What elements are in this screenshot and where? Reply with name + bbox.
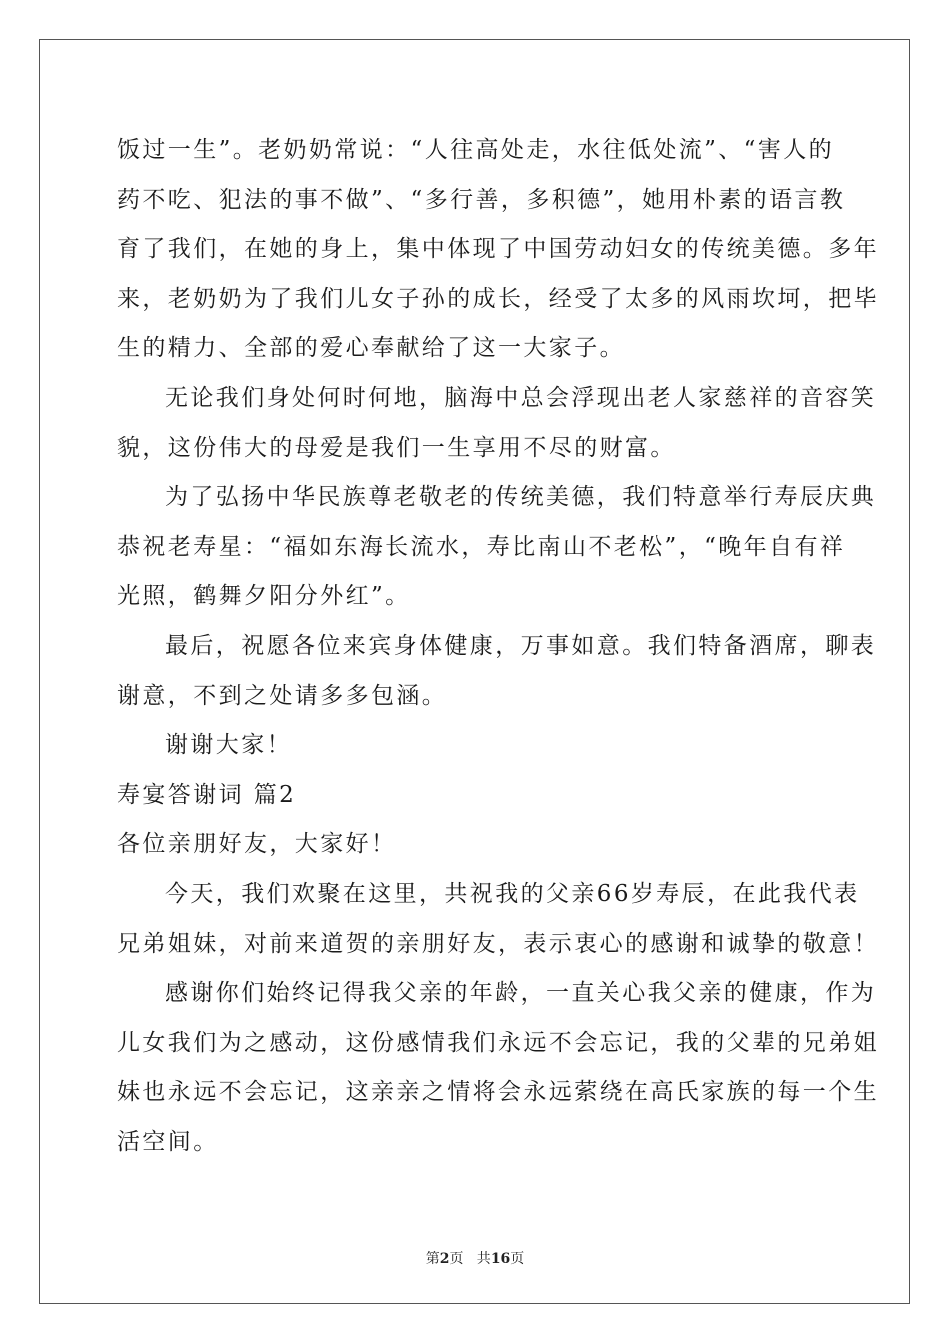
text-line: 光照，鹤舞夕阳分外红”。 [117, 583, 411, 610]
paragraph-start-line: 最后，祝愿各位来宾身体健康，万事如意。我们特备酒席，聊表 [165, 632, 877, 659]
text-line: 活空间。 [117, 1128, 219, 1155]
text-line: 儿女我们为之感动，这份感情我们永远不会忘记，我的父辈的兄弟姐 [117, 1029, 879, 1056]
text-line: 恭祝老寿星：“福如东海长流水，寿比南山不老松”，“晚年自有祥 [117, 533, 846, 560]
total-page-count: 16 [490, 1251, 511, 1267]
text-line: 来，老奶奶为了我们儿女子孙的成长，经受了太多的风雨坎坷，把毕 [117, 285, 879, 312]
text-line: 谢意，不到之处请多多包涵。 [117, 682, 448, 709]
page-footer [0, 1248, 950, 1268]
section-heading: 寿宴答谢词 篇2 [117, 781, 297, 808]
text-line: 饭过一生”。老奶奶常说：“人往高处走，水往低处流”、“害人的 [117, 137, 835, 163]
footer-middle: 页 共 [449, 1251, 491, 1267]
text-line: 育了我们，在她的身上，集中体现了中国劳动妇女的传统美德。多年 [117, 236, 879, 263]
paragraph-start-line: 今天，我们欢聚在这里，共祝我的父亲66岁寿辰，在此我代表 [165, 880, 860, 907]
text-line: 妹也永远不会忘记，这亲亲之情将会永远萦绕在高氏家族的每一个生 [117, 1079, 879, 1106]
salutation-line: 各位亲朋好友，大家好！ [117, 831, 397, 858]
paragraph-start-line: 无论我们身处何时何地，脑海中总会浮现出老人家慈祥的音容笑 [165, 384, 877, 411]
footer-prefix: 第 [425, 1251, 440, 1267]
text-line: 药不吃、犯法的事不做”、“多行善，多积德”，她用朴素的语言教 [117, 186, 846, 213]
text-line: 貌，这份伟大的母爱是我们一生享用不尽的财富。 [117, 434, 676, 461]
text-line: 兄弟姐妹，对前来道贺的亲朋好友，表示衷心的感谢和诚挚的敬意！ [117, 930, 879, 957]
paragraph-start-line: 为了弘扬中华民族尊老敬老的传统美德，我们特意举行寿辰庆典 [165, 484, 877, 511]
text-line: 生的精力、全部的爱心奉献给了这一大家子。 [117, 335, 625, 362]
closing-thanks-line: 谢谢大家！ [165, 732, 292, 759]
document-body [117, 126, 879, 1167]
footer-suffix: 页 [510, 1251, 525, 1267]
current-page-number: 2 [439, 1251, 450, 1267]
paragraph-start-line: 感谢你们始终记得我父亲的年龄，一直关心我父亲的健康，作为 [165, 980, 877, 1007]
